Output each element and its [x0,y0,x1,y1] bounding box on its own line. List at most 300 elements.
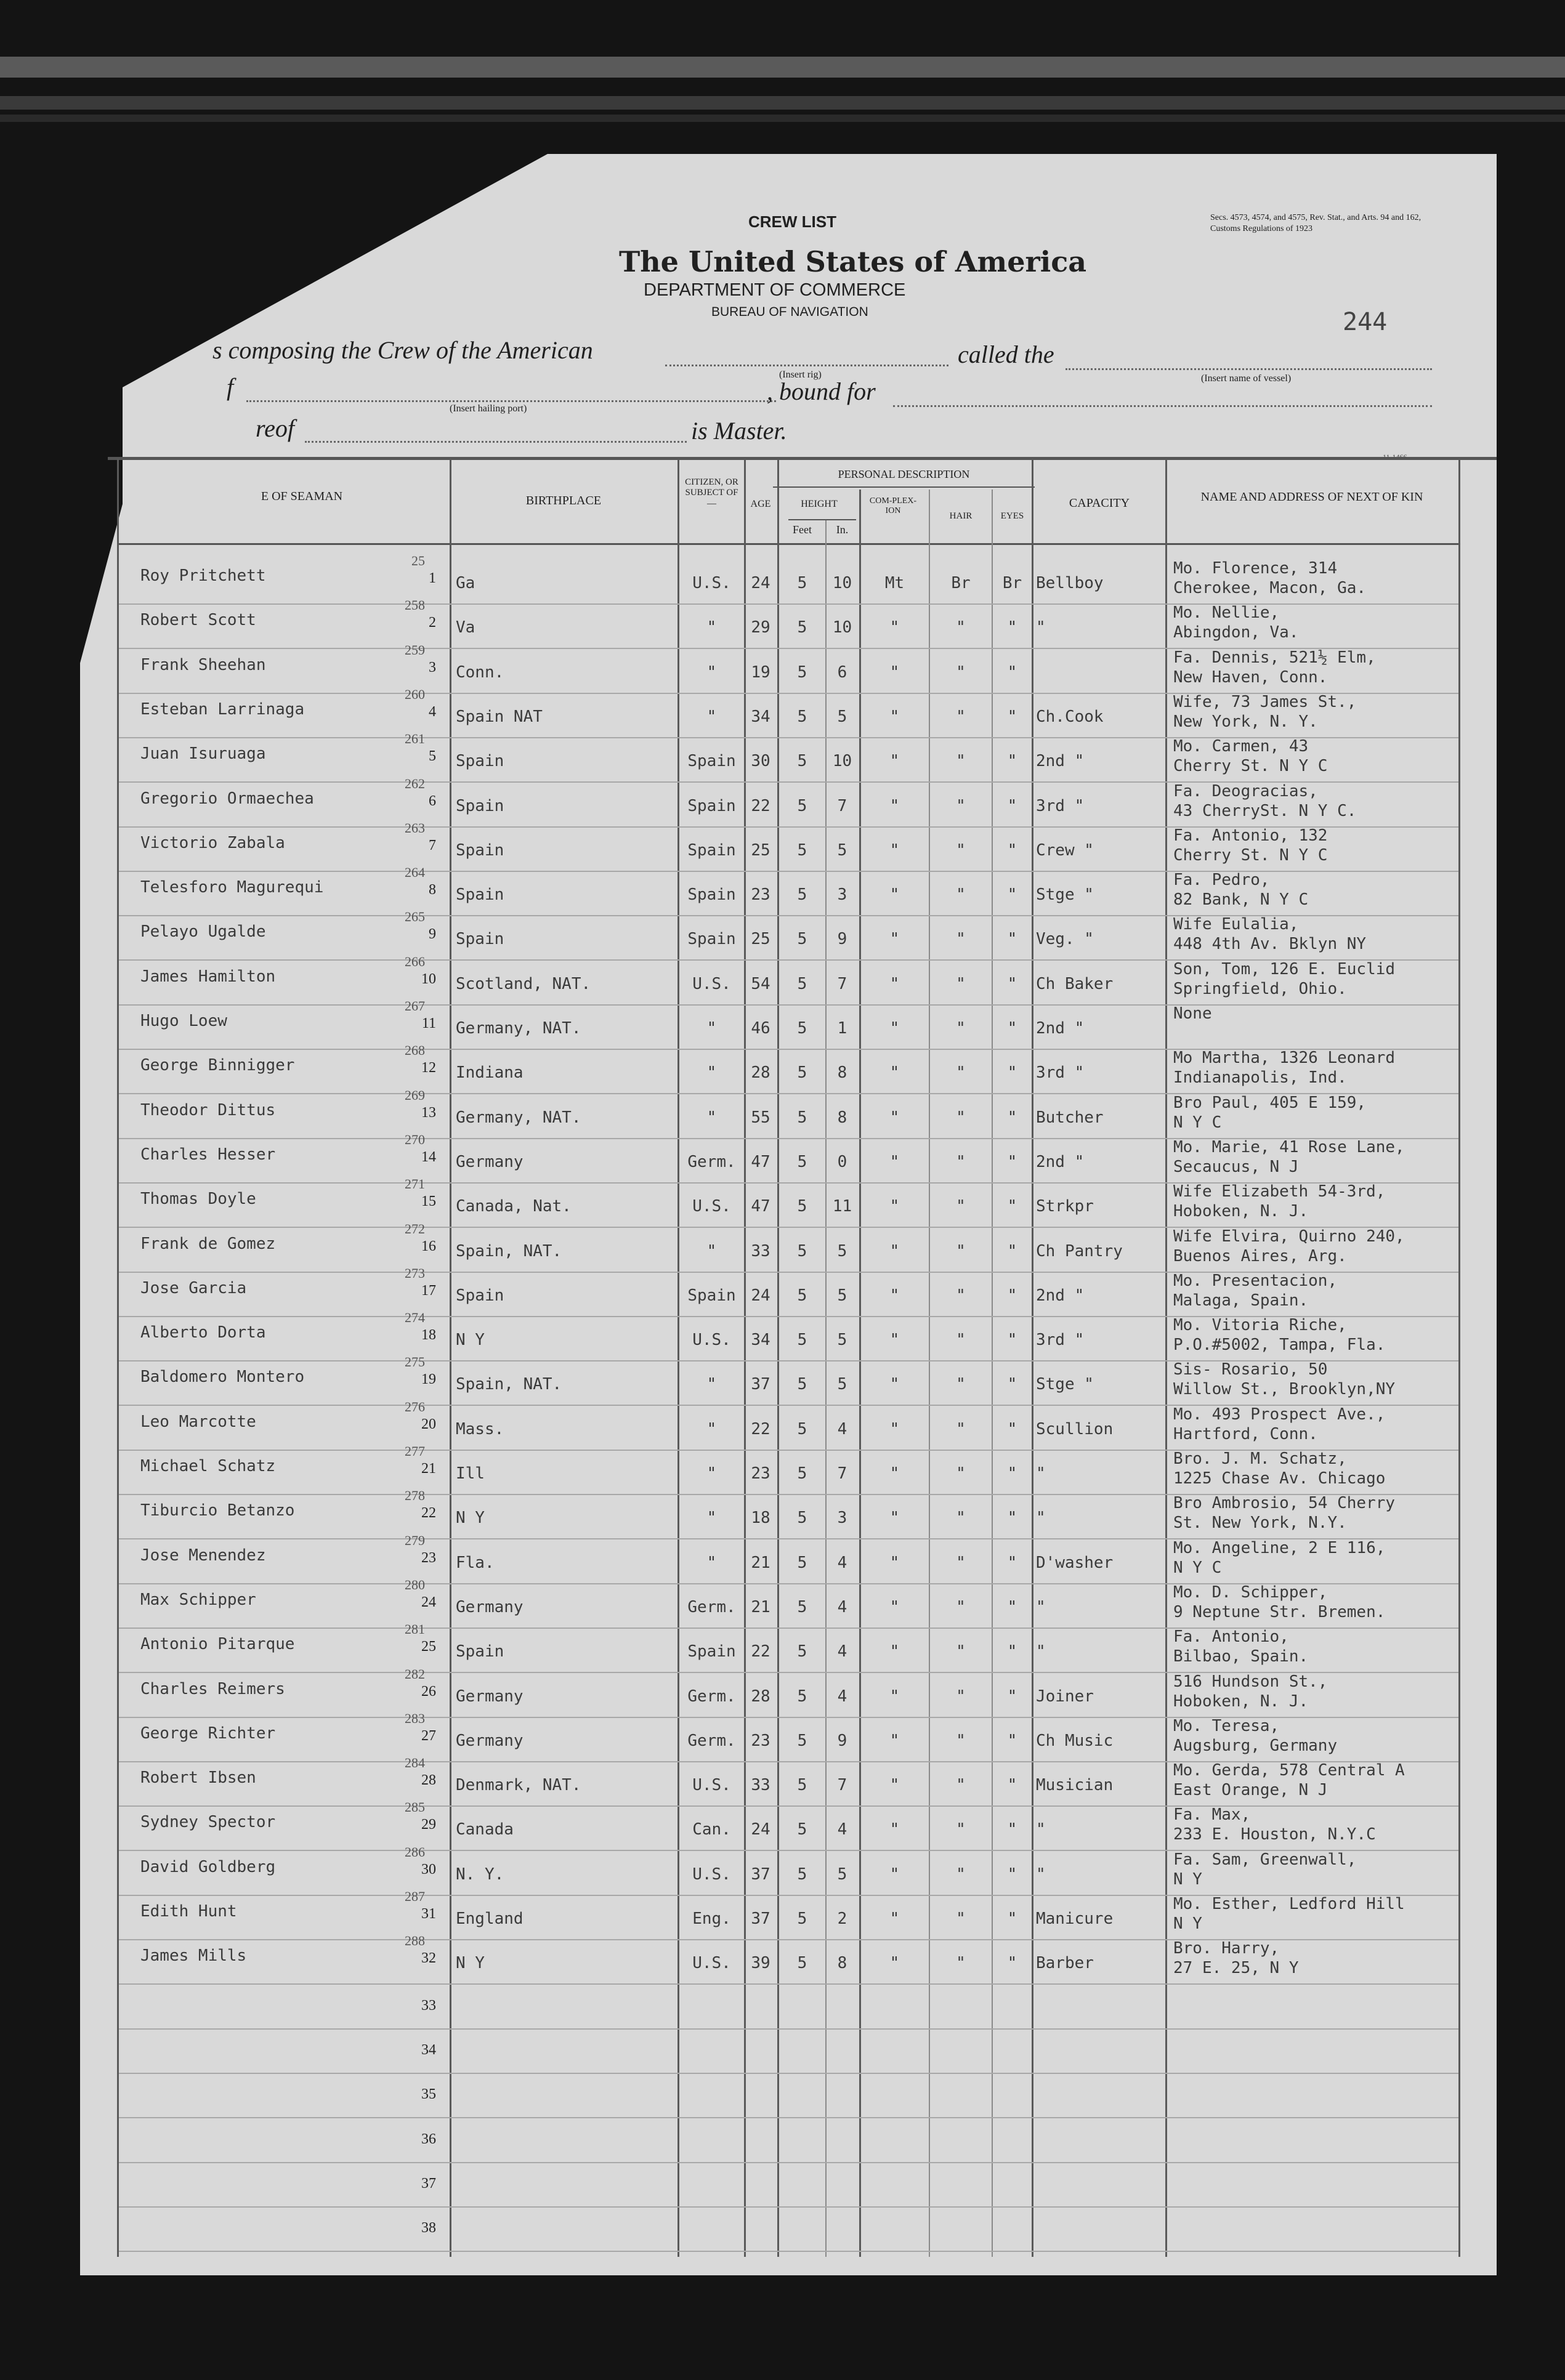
row-number: 32 [421,1950,436,1966]
kin-line-2: 82 Bank, N Y C [1173,890,1309,909]
eyes: " [1007,1331,1017,1349]
complexion: " [889,1019,900,1038]
kin-line-1: Fa. Deogracias, [1173,782,1318,801]
kin-line-2: N Y C [1173,1559,1222,1577]
capacity: " [1036,1598,1046,1616]
height-inches: 4 [837,1642,847,1661]
complexion: " [889,975,900,993]
birthplace: Spain [456,930,504,948]
birthplace: Germany [456,1598,524,1616]
col-feet-header: Feet [793,523,812,536]
col-hair-header: HAIR [949,511,973,521]
kin-line-1: Wife Elizabeth 54-3rd, [1173,1182,1386,1201]
hair: " [956,1732,966,1750]
film-band [0,57,1565,78]
birthplace: Spain, NAT. [456,1242,562,1261]
eyes: " [1007,1464,1017,1483]
page-stamp: 279 [405,1533,425,1548]
height-feet: 5 [797,752,807,770]
height-rule [788,519,856,520]
hair: " [956,1197,966,1216]
birthplace: Spain [456,797,504,815]
citizenship: Germ. [687,1687,736,1706]
column-divider [1032,459,1033,2257]
age: 54 [751,975,770,993]
kin-line-2: Willow St., Brooklyn,NY [1173,1380,1396,1398]
age: 23 [751,885,770,904]
height-feet: 5 [797,1954,807,1972]
kin-line-2: Abingdon, Va. [1173,623,1299,642]
height-inches: 5 [837,1865,847,1884]
page-stamp: 258 [405,597,425,613]
page-stamp: 278 [405,1488,425,1503]
birthplace: Spain [456,752,504,770]
capacity: Strkpr [1036,1197,1094,1216]
kin-line-1: Bro Paul, 405 E 159, [1173,1094,1367,1112]
citizenship: U.S. [692,1954,731,1972]
birthplace: Fla. [456,1554,495,1572]
citizenship: " [706,1019,717,1038]
height-inches: 10 [832,618,852,637]
kin-line-2: New York, N. Y. [1173,712,1318,731]
row-number: 17 [421,1283,436,1299]
col-capacity-header: CAPACITY [1069,496,1130,510]
kin-line-1: Wife, 73 James St., [1173,693,1357,711]
seaman-name: Frank Sheehan [140,656,266,674]
row-number: 2 [429,615,436,631]
seaman-name: George Binnigger [140,1056,295,1075]
seaman-name: Frank de Gomez [140,1235,276,1253]
column-divider [1165,459,1167,2257]
capacity: D'washer [1036,1554,1114,1572]
kin-line-1: Mo. 493 Prospect Ave., [1173,1405,1386,1424]
hair: " [956,1375,966,1394]
kin-line-2: Cherry St. N Y C [1173,757,1328,775]
height-feet: 5 [797,1776,807,1794]
seaman-name: James Mills [140,1946,247,1965]
age: 33 [751,1776,770,1794]
height-feet: 5 [797,797,807,815]
capacity: " [1036,1642,1046,1661]
capacity: 3rd " [1036,1063,1085,1082]
kin-line-1: Mo. Vitoria Riche, [1173,1316,1347,1334]
kin-line-1: Fa. Antonio, 132 [1173,826,1328,845]
hailing-port-blank [246,400,776,402]
complexion: " [889,1375,900,1394]
column-divider [859,490,861,2257]
birthplace: Va [456,618,475,637]
row-number: 8 [429,882,436,898]
birthplace: Mass. [456,1420,504,1438]
complexion: " [889,885,900,904]
row-number: 34 [421,2042,436,2058]
hair: " [956,1598,966,1616]
eyes: " [1007,841,1017,860]
eyes: " [1007,1375,1017,1394]
kin-line-2: Hartford, Conn. [1173,1425,1318,1443]
age: 47 [751,1153,770,1171]
eyes: " [1007,1776,1017,1794]
capacity: " [1036,1820,1046,1839]
age: 24 [751,1820,770,1839]
page-stamp: 260 [405,687,425,702]
row-number: 5 [429,748,436,764]
complexion: " [889,1820,900,1839]
kin-line-2: Cherry St. N Y C [1173,846,1328,865]
hair: " [956,1063,966,1082]
capacity: Stge " [1036,885,1094,904]
row-number: 1 [429,570,436,586]
row-number: 25 [421,1639,436,1655]
column-divider [450,459,451,2257]
capacity: Crew " [1036,841,1094,860]
seaman-name: Hugo Loew [140,1012,227,1030]
kin-line-1: Mo. Angeline, 2 E 116, [1173,1539,1386,1557]
seaman-name: Max Schipper [140,1591,256,1609]
eyes: " [1007,975,1017,993]
capacity: Butcher [1036,1108,1104,1127]
hair: " [956,708,966,726]
hair: " [956,1153,966,1171]
height-feet: 5 [797,708,807,726]
height-feet: 5 [797,975,807,993]
complexion: " [889,1687,900,1706]
age: 37 [751,1865,770,1884]
height-inches: 8 [837,1063,847,1082]
page-stamp: 280 [405,1577,425,1592]
height-feet: 5 [797,1420,807,1438]
form-line-2-start: f [227,373,234,401]
height-inches: 9 [837,1732,847,1750]
row-number: 29 [421,1817,436,1833]
height-inches: 10 [832,752,852,770]
citizenship: " [706,1509,717,1527]
height-feet: 5 [797,1865,807,1884]
age: 39 [751,1954,770,1972]
header-bottom-rule [117,543,1460,545]
birthplace: Germany, NAT. [456,1108,581,1127]
kin-line-2: Malaga, Spain. [1173,1291,1309,1310]
height-inches: 7 [837,797,847,815]
height-feet: 5 [797,1108,807,1127]
complexion: " [889,841,900,860]
eyes: " [1007,618,1017,637]
height-inches: 5 [837,1331,847,1349]
complexion: " [889,1420,900,1438]
form-line-3-end: is Master. [691,417,787,445]
citizenship: Can. [692,1820,731,1839]
film-band [0,115,1565,122]
eyes: " [1007,1019,1017,1038]
eyes: " [1007,1242,1017,1261]
kin-line-2: Indianapolis, Ind. [1173,1068,1347,1087]
eyes: " [1007,663,1017,682]
height-inches: 6 [837,663,847,682]
height-feet: 5 [797,1019,807,1038]
eyes: " [1007,1820,1017,1839]
page-stamp: 273 [405,1265,425,1281]
capacity: " [1036,618,1046,637]
kin-line-2: 27 E. 25, N Y [1173,1959,1299,1977]
age: 22 [751,797,770,815]
seaman-name: George Richter [140,1724,276,1743]
eyes: " [1007,1598,1017,1616]
capacity: Joiner [1036,1687,1094,1706]
row-number: 11 [421,1015,436,1031]
row-number: 12 [421,1060,436,1076]
age: 33 [751,1242,770,1261]
birthplace: N Y [456,1509,485,1527]
citizenship: " [706,1108,717,1127]
row-number: 3 [429,660,436,676]
eyes: " [1007,1197,1017,1216]
kin-line-1: Mo. Presentacion, [1173,1272,1338,1290]
complexion: " [889,1286,900,1305]
complexion: " [889,1910,900,1928]
hair: " [956,1865,966,1884]
kin-line-1: Fa. Pedro, [1173,871,1270,889]
kin-line-2: Bilbao, Spain. [1173,1647,1309,1666]
hair: " [956,1019,966,1038]
hair: " [956,1242,966,1261]
hair: " [956,885,966,904]
row-number: 24 [421,1594,436,1610]
col-inches-header: In. [836,523,849,536]
height-inches: 5 [837,1375,847,1394]
kin-line-2: Hoboken, N. J. [1173,1202,1309,1220]
age: 46 [751,1019,770,1038]
age: 30 [751,752,770,770]
height-feet: 5 [797,1063,807,1082]
capacity: 2nd " [1036,1019,1085,1038]
citizenship: " [706,708,717,726]
col-age-header: AGE [750,499,771,509]
page-stamp: 276 [405,1399,425,1414]
eyes: " [1007,752,1017,770]
hair: " [956,1420,966,1438]
seaman-name: Robert Ibsen [140,1769,256,1787]
citizenship: Spain [687,930,736,948]
height-inches: 7 [837,1464,847,1483]
kin-line-2: P.O.#5002, Tampa, Fla. [1173,1336,1386,1354]
page-stamp: 274 [405,1310,425,1325]
column-divider [1458,459,1460,2257]
kin-line-2: New Haven, Conn. [1173,668,1328,687]
page-stamp: 287 [405,1889,425,1904]
birthplace: Canada, Nat. [456,1197,572,1216]
form-line-2-mid: , bound for [767,377,876,405]
seaman-name: Gregorio Ormaechea [140,789,314,808]
height-feet: 5 [797,1732,807,1750]
vessel-name-blank [1066,368,1432,370]
kin-line-1: Bro. J. M. Schatz, [1173,1450,1347,1468]
eyes: " [1007,1509,1017,1527]
age: 29 [751,618,770,637]
height-inches: 5 [837,1286,847,1305]
birthplace: Indiana [456,1063,524,1082]
height-feet: 5 [797,1910,807,1928]
height-inches: 5 [837,841,847,860]
hair: " [956,841,966,860]
age: 19 [751,663,770,682]
column-divider [777,459,779,2257]
column-divider [744,459,746,2257]
kin-line-2: N Y C [1173,1113,1222,1132]
age: 28 [751,1063,770,1082]
eyes: " [1007,708,1017,726]
page-stamp: 288 [405,1933,425,1948]
height-feet: 5 [797,1286,807,1305]
citizenship: Spain [687,841,736,860]
citizenship: Eng. [692,1910,731,1928]
capacity: Ch Baker [1036,975,1114,993]
page-stamp: 25 [411,553,425,568]
citizenship: " [706,663,717,682]
birthplace: Ga [456,574,475,592]
seaman-name: Tiburcio Betanzo [140,1501,295,1520]
kin-line-1: Fa. Antonio, [1173,1628,1289,1646]
seaman-name: Pelayo Ugalde [140,922,266,941]
citizenship: U.S. [692,1331,731,1349]
complexion: " [889,708,900,726]
hair: " [956,975,966,993]
seaman-name: Juan Isuruaga [140,744,266,763]
hair: " [956,1910,966,1928]
row-rule [119,2117,1458,2118]
height-feet: 5 [797,1242,807,1261]
seaman-name: Charles Reimers [140,1680,285,1698]
page-stamp: 272 [405,1221,425,1236]
kin-line-1: Wife Eulalia, [1173,915,1299,934]
row-number: 26 [421,1684,436,1700]
bureau-title: BUREAU OF NAVIGATION [711,305,868,319]
row-number: 30 [421,1862,436,1878]
kin-line-2: N Y [1173,1870,1202,1889]
birthplace: Germany [456,1153,524,1171]
row-number: 18 [421,1327,436,1343]
hair: " [956,1776,966,1794]
kin-line-1: Fa. Max, [1173,1805,1251,1824]
capacity: " [1036,1509,1046,1527]
height-inches: 5 [837,1242,847,1261]
kin-line-1: Bro. Harry, [1173,1939,1280,1958]
hair: " [956,797,966,815]
birthplace: N Y [456,1331,485,1349]
rig-blank [665,365,948,366]
height-inches: 9 [837,930,847,948]
page-stamp: 267 [405,998,425,1014]
seaman-name: Robert Scott [140,611,256,629]
eyes: " [1007,1642,1017,1661]
citizenship: U.S. [692,1776,731,1794]
complexion: " [889,1598,900,1616]
kin-line-1: Mo. Gerda, 578 Central A [1173,1761,1405,1780]
kin-line-1: Mo. Nellie, [1173,603,1280,622]
complexion: " [889,1776,900,1794]
page-stamp: 286 [405,1844,425,1860]
row-number: 33 [421,1998,436,2014]
row-rule [119,2251,1458,2252]
kin-line-2: N Y [1173,1914,1202,1933]
height-inches: 5 [837,708,847,726]
page-stamp: 282 [405,1666,425,1682]
seaman-name: Leo Marcotte [140,1413,256,1431]
citizenship: U.S. [692,574,731,592]
col-kin-header: NAME AND ADDRESS OF NEXT OF KIN [1200,490,1423,504]
insert-rig-note: (Insert rig) [779,369,822,380]
page-stamp: 281 [405,1621,425,1637]
height-inches: 4 [837,1420,847,1438]
page-stamp: 270 [405,1132,425,1147]
seaman-name: Baldomero Montero [140,1368,305,1386]
row-number: 37 [421,2176,436,2192]
kin-line-1: Mo. Teresa, [1173,1717,1280,1735]
complexion: " [889,1554,900,1572]
row-rule [119,1983,1458,1985]
seaman-name: Michael Schatz [140,1457,276,1475]
column-divider [117,459,119,2257]
seaman-name: Victorio Zabala [140,834,285,852]
page-stamp: 262 [405,776,425,791]
age: 34 [751,1331,770,1349]
complexion: " [889,1242,900,1261]
eyes: " [1007,1954,1017,1972]
capacity: Ch Pantry [1036,1242,1123,1261]
eyes: " [1007,1732,1017,1750]
height-inches: 4 [837,1820,847,1839]
height-feet: 5 [797,1820,807,1839]
kin-line-1: Mo. Florence, 314 [1173,559,1338,578]
insert-port-note: (Insert hailing port) [450,403,527,414]
capacity: 2nd " [1036,752,1085,770]
capacity: Manicure [1036,1910,1114,1928]
height-inches: 7 [837,975,847,993]
citizenship: " [706,1242,717,1261]
complexion: " [889,1464,900,1483]
hair: Br [951,574,971,592]
complexion: " [889,1732,900,1750]
hair: " [956,1820,966,1839]
kin-line-2: St. New York, N.Y. [1173,1514,1347,1532]
height-inches: 7 [837,1776,847,1794]
age: 28 [751,1687,770,1706]
height-feet: 5 [797,1464,807,1483]
crew-list-title: CREW LIST [748,212,836,231]
height-inches: 11 [832,1197,852,1216]
age: 23 [751,1732,770,1750]
capacity: 2nd " [1036,1286,1085,1305]
complexion: " [889,930,900,948]
row-number: 7 [429,837,436,853]
row-number: 22 [421,1505,436,1521]
eyes: " [1007,885,1017,904]
row-number: 4 [429,704,436,720]
eyes: " [1007,1865,1017,1884]
col-birthplace-header: BIRTHPLACE [525,494,602,507]
hair: " [956,1464,966,1483]
kin-line-1: Mo Martha, 1326 Leonard [1173,1049,1396,1067]
age: 24 [751,574,770,592]
seaman-name: David Goldberg [140,1858,276,1876]
citizenship: " [706,1420,717,1438]
complexion: " [889,1108,900,1127]
page-stamp: 285 [405,1799,425,1815]
row-number: 20 [421,1416,436,1432]
kin-line-2: 9 Neptune Str. Bremen. [1173,1603,1386,1621]
form-line-1-start: s composing the Crew of the American [212,336,593,364]
complexion: " [889,618,900,637]
age: 21 [751,1598,770,1616]
